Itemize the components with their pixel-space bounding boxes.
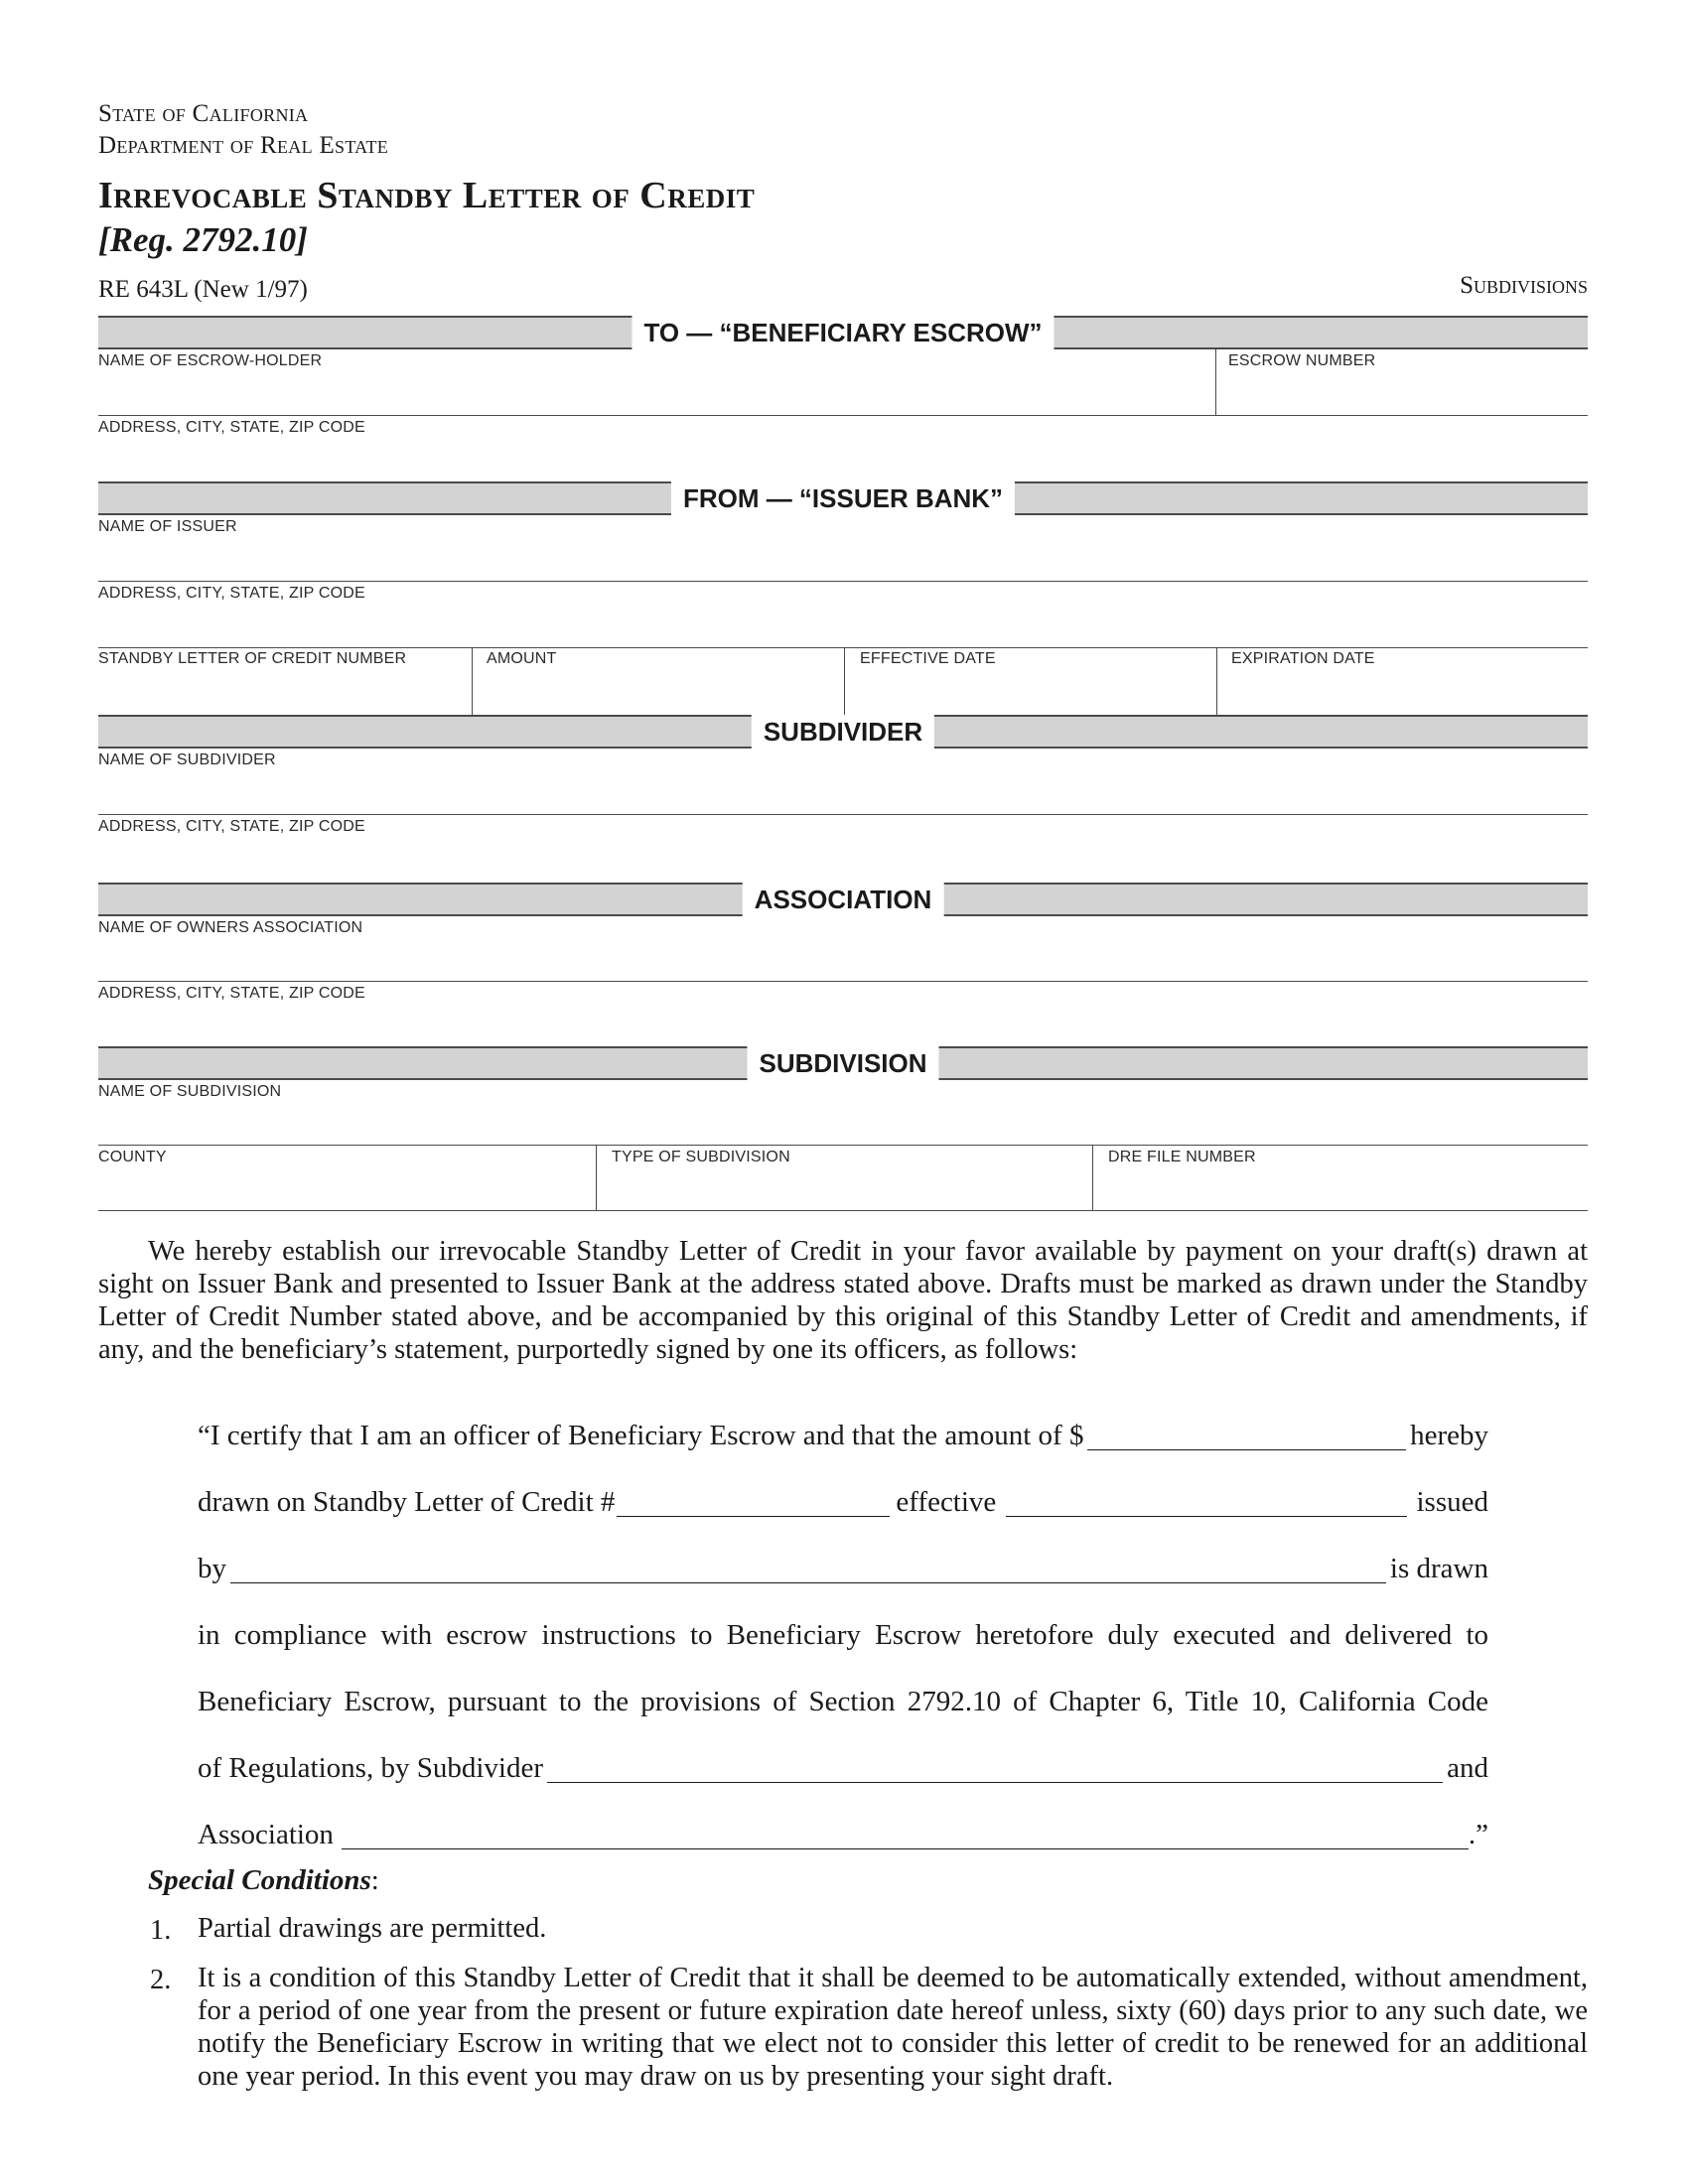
issued-by-blank[interactable] bbox=[230, 1555, 1386, 1583]
cert-line-3 bbox=[198, 1555, 1488, 1583]
condition-number: 2. bbox=[150, 1965, 172, 1995]
cert-line-6-text-a: of Regulations, by Subdivider bbox=[198, 1752, 543, 1784]
form-category: Subdivisions bbox=[1460, 272, 1588, 299]
issuer-name-label: NAME OF ISSUER bbox=[98, 518, 237, 535]
cert-line-7 bbox=[198, 1821, 1488, 1849]
association-blank[interactable] bbox=[342, 1821, 1469, 1849]
cert-line-1-text-a: “I certify that I am an officer of Beneficiary Escrow and that the amount of $ bbox=[198, 1420, 1084, 1451]
cert-line-6-text-b: and bbox=[1447, 1752, 1488, 1784]
section-band-to bbox=[98, 316, 1588, 349]
condition-text: It is a condition of this Standby Letter of Credit that it shall be deemed to be automatically extended, without amendment, for a period of one year from the present or future expiration date hereof unless, sixty (60) days prior to any such date, we notify the Beneficiary Escrow in writing that we elect not to consider this letter of credit to be renewed for an additional one year period. In this event you may draw on us by presenting your sight draft. bbox=[198, 1963, 1588, 2092]
amount-blank[interactable] bbox=[1087, 1422, 1406, 1450]
association-address-label: ADDRESS, CITY, STATE, ZIP CODE bbox=[98, 985, 365, 1002]
effective-blank[interactable] bbox=[1006, 1488, 1406, 1517]
cert-line-3-text-b: is drawn bbox=[1389, 1553, 1488, 1584]
section-title-association: ASSOCIATION bbox=[743, 883, 944, 916]
subdivider-name-label: NAME OF SUBDIVIDER bbox=[98, 751, 276, 768]
cert-line-4-text: in compliance with escrow instructions to Beneficiary Escrow heretofore duly executed and delivered to bbox=[198, 1619, 1488, 1651]
subdivider-address-label: ADDRESS, CITY, STATE, ZIP CODE bbox=[98, 818, 365, 835]
special-conditions-heading bbox=[148, 1866, 379, 1895]
section-title-to: TO — “BENEFICIARY ESCROW” bbox=[632, 316, 1054, 349]
regulation-reference: [Reg. 2792.10] bbox=[98, 220, 308, 259]
section-band-association bbox=[98, 883, 1588, 916]
special-conditions-title: Special Conditions bbox=[148, 1864, 371, 1896]
from-address-label: ADDRESS, CITY, STATE, ZIP CODE bbox=[98, 585, 365, 602]
subdivision-name-label: NAME OF SUBDIVISION bbox=[98, 1083, 282, 1100]
subdivision-type-label: TYPE OF SUBDIVISION bbox=[612, 1149, 790, 1165]
form-number: RE 643L (New 1/97) bbox=[98, 276, 308, 303]
cert-line-2-text-c: issued bbox=[1416, 1486, 1488, 1518]
state-name: State of California bbox=[98, 100, 309, 127]
cert-line-5-text: Beneficiary Escrow, pursuant to the provisions of Section 2792.10 of Chapter 6, Title 10, California Code bbox=[198, 1686, 1488, 1717]
loc-number-label: STANDBY LETTER OF CREDIT NUMBER bbox=[98, 650, 407, 667]
condition-text: Partial drawings are permitted. bbox=[198, 1913, 547, 1944]
expiration-date-label: EXPIRATION DATE bbox=[1231, 650, 1375, 667]
county-label: COUNTY bbox=[98, 1149, 167, 1165]
escrow-number-label: ESCROW NUMBER bbox=[1228, 352, 1376, 369]
form-title: Irrevocable Standby Letter of Credit bbox=[98, 175, 756, 216]
cert-line-4 bbox=[198, 1621, 1488, 1650]
special-conditions-colon: : bbox=[370, 1864, 379, 1896]
cert-line-7-text-b: .” bbox=[1468, 1819, 1488, 1850]
cert-line-2 bbox=[198, 1488, 1488, 1517]
cert-line-3-text-a: by bbox=[198, 1553, 226, 1584]
subdivider-blank[interactable] bbox=[547, 1754, 1443, 1783]
to-address-label: ADDRESS, CITY, STATE, ZIP CODE bbox=[98, 419, 365, 436]
condition-number: 1. bbox=[150, 1915, 172, 1946]
association-name-label: NAME OF OWNERS ASSOCIATION bbox=[98, 919, 363, 936]
section-band-from bbox=[98, 481, 1588, 515]
cert-line-6 bbox=[198, 1754, 1488, 1783]
section-title-from: FROM — “ISSUER BANK” bbox=[671, 481, 1015, 515]
department-name: Department of Real Estate bbox=[98, 132, 389, 159]
cert-line-1-text-b: hereby bbox=[1410, 1420, 1488, 1451]
body-paragraph: We hereby establish our irrevocable Standby Letter of Credit in your favor available by payment on your draft(s) drawn at sight on Issuer Bank and presented to Issuer Bank at the address stated above. Drafts must be marked as drawn under the Standby Letter of Credit Number stated above, and be accompanied by this original of this Standby Letter of Credit and amendments, if any, and the beneficiary’s statement, purportedly signed by one its officers, as follows: bbox=[98, 1236, 1588, 1365]
cert-line-2-text-a: drawn on Standby Letter of Credit # bbox=[198, 1486, 616, 1518]
loc-number-blank[interactable] bbox=[617, 1488, 890, 1517]
section-title-subdivider: SUBDIVIDER bbox=[752, 715, 934, 749]
effective-date-label: EFFECTIVE DATE bbox=[860, 650, 996, 667]
cert-line-5 bbox=[198, 1688, 1488, 1716]
cert-line-1 bbox=[198, 1422, 1488, 1450]
amount-label: AMOUNT bbox=[487, 650, 557, 667]
dre-file-number-label: DRE FILE NUMBER bbox=[1108, 1149, 1256, 1165]
cert-line-2-text-b: effective bbox=[896, 1486, 997, 1518]
section-band-subdivider bbox=[98, 715, 1588, 749]
section-title-subdivision: SUBDIVISION bbox=[747, 1046, 938, 1080]
section-band-subdivision bbox=[98, 1046, 1588, 1080]
cert-line-7-text-a: Association bbox=[198, 1819, 334, 1850]
escrow-holder-label: NAME OF ESCROW-HOLDER bbox=[98, 352, 323, 369]
